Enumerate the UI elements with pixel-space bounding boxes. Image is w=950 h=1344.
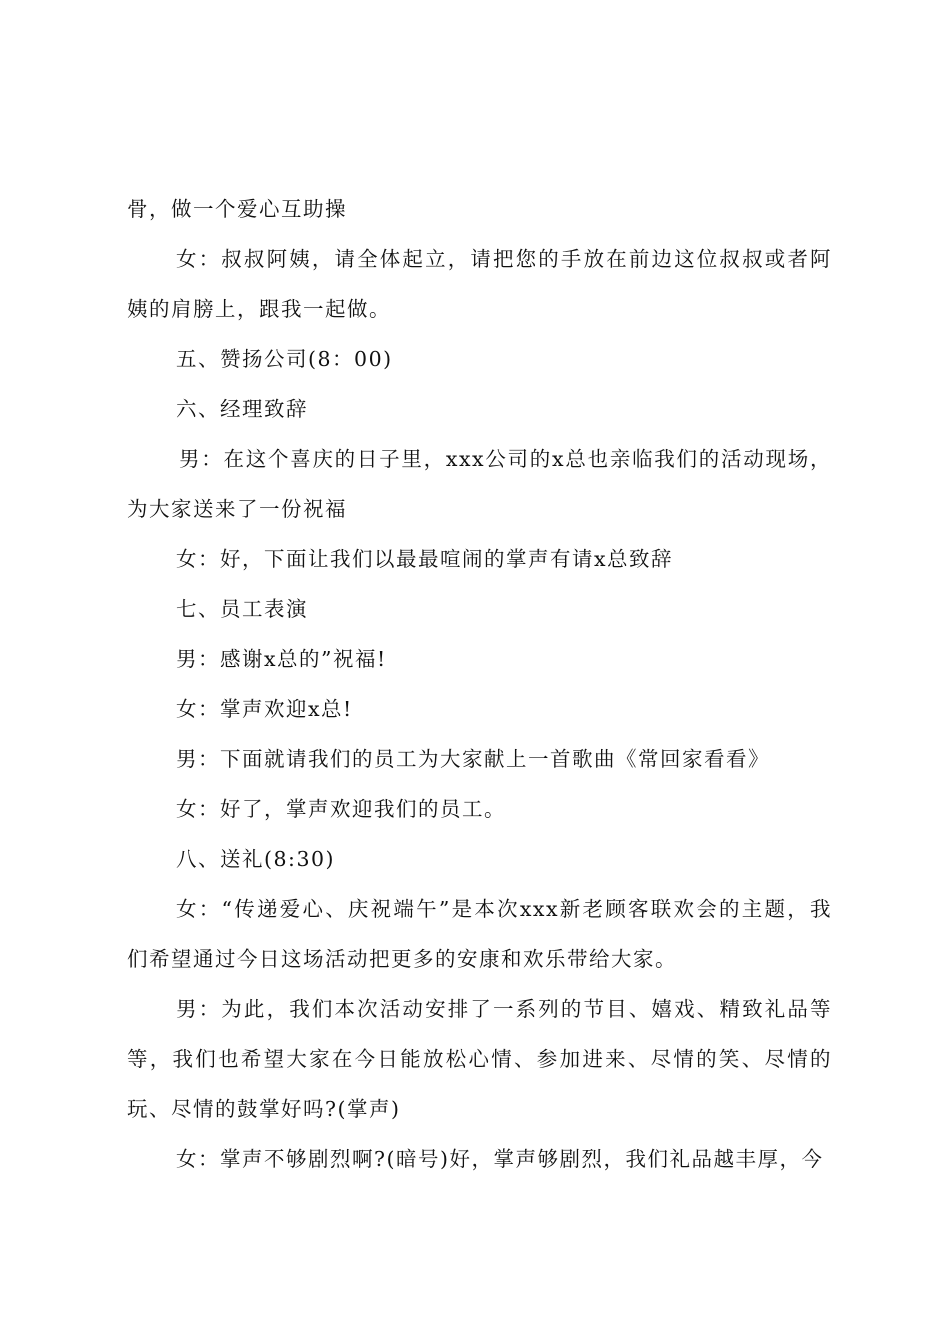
paragraph-male-blessing: 男：在这个喜庆的日子里，xxx公司的x总也亲临我们的活动现场，为大家送来了一份祝福 [127, 447, 832, 521]
paragraph-female-stand-up: 女：叔叔阿姨，请全体起立，请把您的手放在前边这位叔叔或者阿姨的肩膀上，跟我一起做。 [127, 247, 832, 321]
paragraph-female-welcome-staff: 女：好了，掌声欢迎我们的员工。 [176, 797, 506, 821]
paragraph-female-theme: 女：“传递爱心、庆祝端午”是本次xxx新老顾客联欢会的主题，我们希望通过今日这场活动把更多的安康和欢乐带给大家。 [127, 897, 832, 971]
section-heading-praise-company: 五、赞扬公司(8：00) [176, 347, 393, 371]
document-body [127, 184, 832, 1184]
section-heading-staff-performance: 七、员工表演 [176, 597, 308, 621]
section-heading-manager-speech: 六、经理致辞 [176, 397, 308, 421]
paragraph-male-thanks: 男：感谢x总的”祝福! [176, 647, 387, 671]
paragraph-female-applause: 女：掌声不够剧烈啊?(暗号)好，掌声够剧烈，我们礼品越丰厚，今 [176, 1147, 824, 1171]
paragraph-male-program: 男：为此，我们本次活动安排了一系列的节目、嬉戏、精致礼品等等，我们也希望大家在今日能放松心情、参加进来、尽情的笑、尽情的玩、尽情的鼓掌好吗?(掌声) [127, 997, 832, 1121]
paragraph-continuation: 骨，做一个爱心互助操 [127, 197, 347, 221]
paragraph-female-welcome: 女：掌声欢迎x总! [176, 697, 353, 721]
paragraph-male-song: 男：下面就请我们的员工为大家献上一首歌曲《常回家看看》 [176, 747, 770, 771]
section-heading-gifts: 八、送礼(8:30) [176, 847, 336, 871]
paragraph-female-invite-speech: 女：好，下面让我们以最最喧闹的掌声有请x总致辞 [176, 547, 674, 571]
